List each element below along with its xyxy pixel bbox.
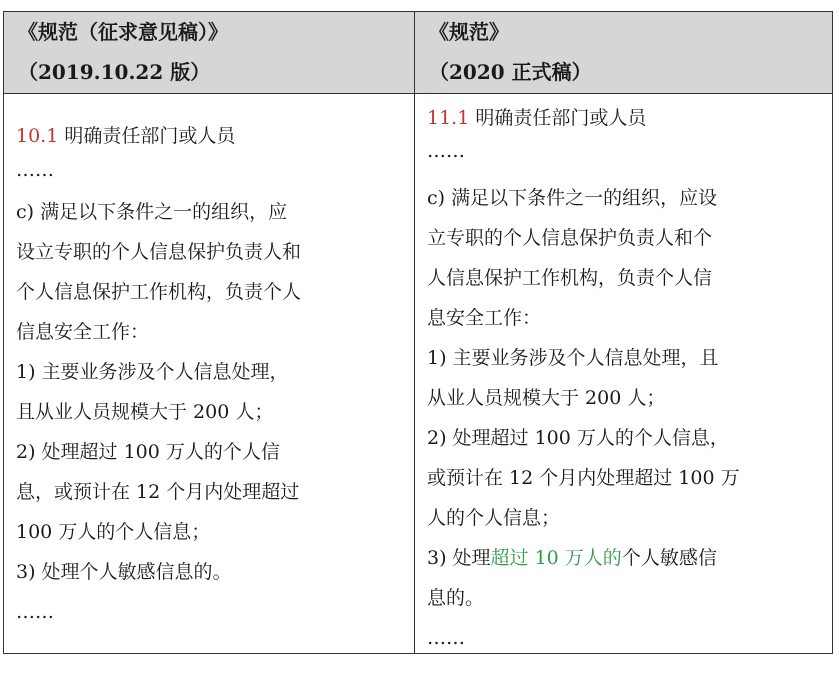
draft-ellipsis-top: …… <box>16 159 54 181</box>
draft-text-line: 3) 处理个人敏感信息的。 <box>16 561 232 583</box>
final-section-number: 11.1 <box>427 107 470 129</box>
final-text-line: 立专职的个人信息保护负责人和个 <box>427 227 713 249</box>
final-text-line: c) 满足以下条件之一的组织，应设 <box>427 187 718 209</box>
draft-text-line: c) 满足以下条件之一的组织，应 <box>16 201 288 223</box>
header-final-version: （2020 正式稿） <box>429 60 592 84</box>
final-text-line: 或预计在 12 个月内处理超过 100 万 <box>427 467 740 489</box>
header-draft-title: 《规范（征求意见稿）》 <box>18 20 228 44</box>
header-final <box>415 12 832 94</box>
final-text-line: 2) 处理超过 100 万人的个人信息， <box>427 427 729 449</box>
final-ellipsis-bottom: …… <box>427 627 465 649</box>
draft-ellipsis-bottom: …… <box>16 601 54 623</box>
header-final-title: 《规范》 <box>429 20 509 44</box>
draft-text-line: 且从业人员规模大于 200 人； <box>16 401 274 423</box>
final-text-line: 1) 主要业务涉及个人信息处理，且 <box>427 347 719 369</box>
final-section-heading <box>427 98 832 138</box>
draft-text-line: 息，或预计在 12 个月内处理超过 <box>16 481 300 503</box>
final-text-line: 人的个人信息； <box>427 507 561 529</box>
draft-text-line: 2) 处理超过 100 万人的个人信 <box>16 441 280 463</box>
draft-section-heading <box>16 116 414 156</box>
draft-section-title: 明确责任部门或人员 <box>64 125 236 147</box>
draft-text-line: 100 万人的个人信息； <box>16 521 211 543</box>
final-item3-highlight: 超过 10 万人的 <box>490 547 622 569</box>
final-text-line: 息安全工作： <box>427 307 542 329</box>
draft-text-line: 1) 主要业务涉及个人信息处理， <box>16 361 289 383</box>
draft-text-line: 个人信息保护工作机构，负责个人 <box>16 281 302 303</box>
draft-column <box>4 94 414 632</box>
final-item3-prefix: 3) 处理 <box>427 547 491 569</box>
final-item3-line <box>427 538 832 578</box>
header-draft-version: （2019.10.22 版） <box>18 60 211 84</box>
final-column <box>415 94 832 658</box>
final-text-line: 从业人员规模大于 200 人； <box>427 387 666 409</box>
comparison-table <box>3 11 833 654</box>
draft-text-line: 信息安全工作： <box>16 321 150 343</box>
final-text-line: 息的。 <box>427 587 485 609</box>
final-ellipsis-top: …… <box>427 140 465 162</box>
header-draft <box>4 12 414 94</box>
draft-text-line: 设立专职的个人信息保护负责人和 <box>16 241 302 263</box>
final-text-line: 人信息保护工作机构，负责个人信 <box>427 267 713 289</box>
final-section-title: 明确责任部门或人员 <box>475 107 647 129</box>
final-item3-suffix: 个人敏感信 <box>621 547 717 569</box>
draft-section-number: 10.1 <box>16 125 59 147</box>
